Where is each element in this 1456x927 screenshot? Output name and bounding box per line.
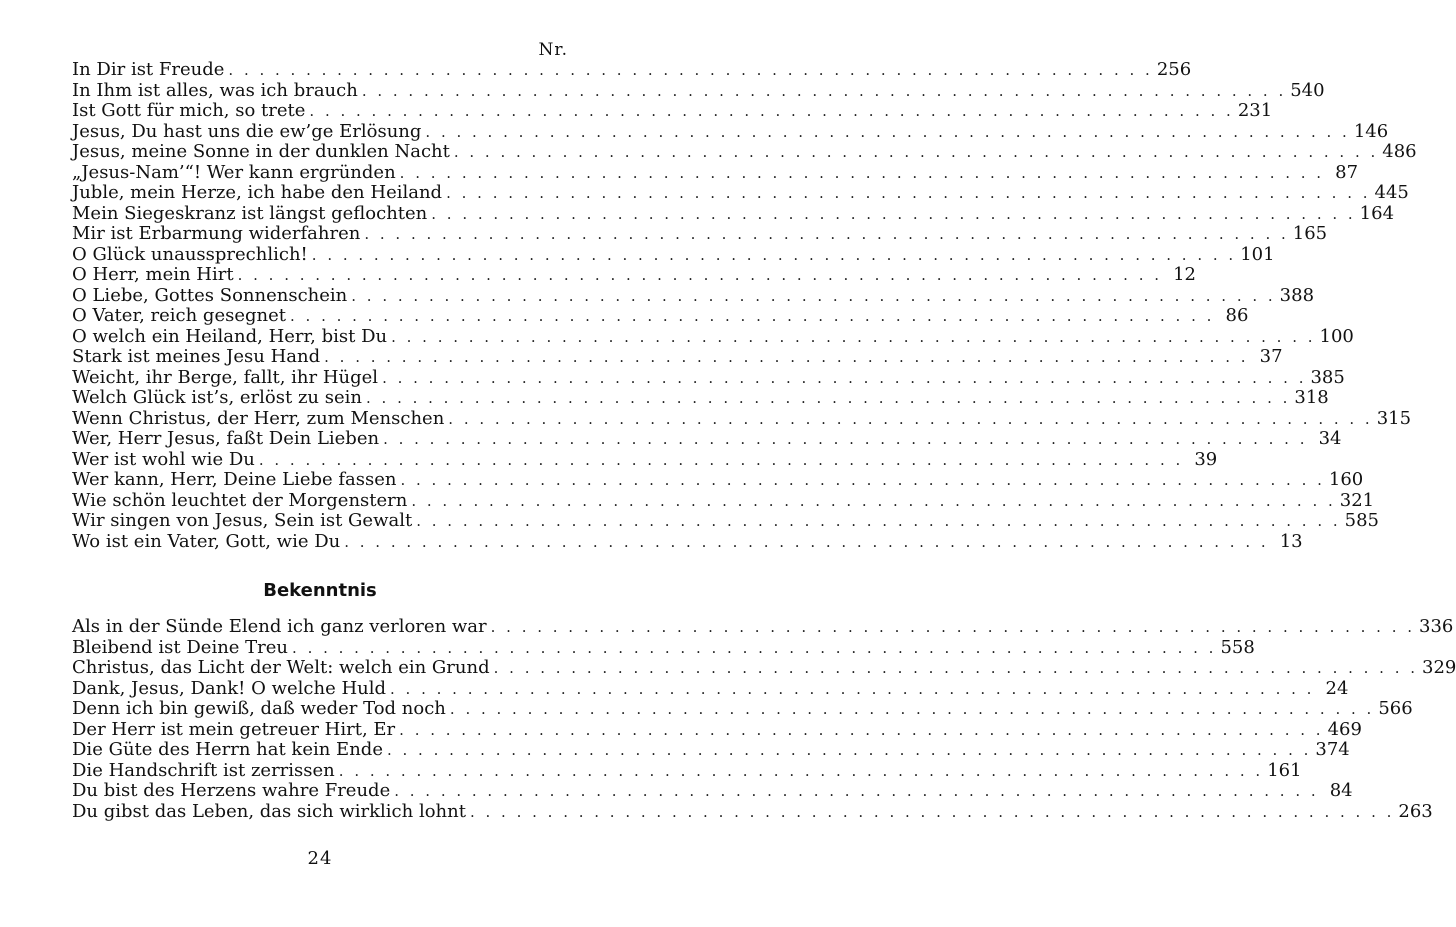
dot-leader: . . . . . . . . . . . . . . . . . . . . . . . . . . . . . . . . . . . . . . . . . . . . . . . . . . . . . . . . . . . . [431, 204, 1356, 223]
index-entry [72, 657, 1456, 679]
dot-leader: . . . . . . . . . . . . . . . . . . . . . . . . . . . . . . . . . . . . . . . . . . . . . . . . . . . . . . . . . . . . [258, 450, 1184, 469]
index-entry [72, 448, 1218, 471]
dot-leader: . . . . . . . . . . . . . . . . . . . . . . . . . . . . . . . . . . . . . . . . . . . . . . . . . . . . . . . . . . . . [292, 638, 1217, 657]
index-entry [72, 428, 1342, 450]
dot-leader: . . . . . . . . . . . . . . . . . . . . . . . . . . . . . . . . . . . . . . . . . . . . . . . . . . . . . . . . . . . . [290, 307, 1215, 325]
entry-number: 388 [1279, 284, 1315, 306]
entry-title: Dank, Jesus, Dank! O welche Huld [72, 677, 387, 699]
entry-number: 39 [1194, 448, 1218, 470]
entry-title: Wer kann, Herr, Deine Liebe fassen [72, 469, 397, 490]
entry-number: 469 [1327, 718, 1362, 740]
entry-number: 445 [1374, 182, 1409, 203]
dot-leader: . . . . . . . . . . . . . . . . . . . . . . . . . . . . . . . . . . . . . . . . . . . . . . . . . . . . . . . . . . . . [324, 348, 1249, 366]
entry-title: O Liebe, Gottes Sonnenschein [72, 284, 348, 306]
entry-title: Du bist des Herzens wahre Freude [72, 780, 391, 801]
entry-title: Stark ist meines Jesu Hand [72, 346, 321, 367]
entry-title: Denn ich bin gewiß, daß weder Tod noch [72, 698, 446, 719]
index-entry [72, 141, 1417, 163]
entry-number: 160 [1328, 469, 1364, 490]
entry-number: 12 [1173, 264, 1196, 285]
index-entry [72, 489, 1375, 512]
index-entry [72, 223, 1328, 245]
index-entry [72, 407, 1412, 430]
entry-title: Wie schön leuchtet der Morgenstern [72, 489, 408, 511]
entry-title: Wer ist wohl wie Du [72, 448, 255, 470]
entry-number: 164 [1359, 202, 1395, 224]
entry-title: Mein Siegeskranz ist längst geflochten [72, 202, 428, 224]
entry-title: Jesus, meine Sonne in der dunklen Nacht [72, 141, 450, 162]
entry-title: O Vater, reich gesegnet [72, 305, 286, 326]
entry-title: Wenn Christus, der Herr, zum Menschen [72, 407, 445, 429]
entry-number: 385 [1310, 366, 1345, 388]
entry-number: 315 [1376, 407, 1412, 429]
index-entry [72, 387, 1329, 409]
index-entry [72, 284, 1315, 307]
page-number: 24 [307, 848, 333, 869]
dot-leader: . . . . . . . . . . . . . . . . . . . . . . . . . . . . . . . . . . . . . . . . . . . . . . . . . . . . . . . . . . . . [448, 409, 1373, 428]
index-entry [72, 120, 1389, 143]
index-entry [72, 346, 1283, 368]
entry-title: In Ihm ist alles, was ich brauch [72, 79, 358, 101]
entry-title: Die Güte des Herrn hat kein Ende [72, 739, 383, 760]
entry-number: 231 [1237, 100, 1273, 121]
entry-title: Ist Gott für mich, so trete [72, 100, 306, 121]
entry-title: Mir ist Erbarmung widerfahren [72, 223, 361, 244]
entry-number: 318 [1294, 387, 1329, 408]
index-entry [72, 305, 1249, 327]
entry-number: 329 [1422, 657, 1456, 678]
index-entry [72, 510, 1379, 532]
index-entry [72, 718, 1362, 741]
dot-leader: . . . . . . . . . . . . . . . . . . . . . . . . . . . . . . . . . . . . . . . . . . . . . . . . . . . . . . . . . . . . [400, 471, 1325, 489]
entry-number: 146 [1353, 120, 1389, 142]
entry-title: Welch Glück ist’s, erlöst zu sein [72, 387, 362, 408]
dot-leader: . . . . . . . . . . . . . . . . . . . . . . . . . . . . . . . . . . . . . . . . . . . . . . . . . . . . . . . . . . . . [338, 761, 1264, 780]
entry-number: 540 [1290, 79, 1325, 101]
dot-leader: . . . . . . . . . . . . . . . . . . . . . . . . . . . . . . . . . . . . . . . . . . . . . . . . . . . . . . . . . . . . [351, 286, 1276, 305]
entry-number: 321 [1339, 489, 1375, 511]
dot-leader: . . . . . . . . . . . . . . . . . . . . . . . . . . . . . . . . . . . . . . . . . . . . . . . . . . . . . . . . . . . . [228, 61, 1153, 79]
dot-leader: . . . . . . . . . . . . . . . . . . . . . . . . . . . . . . . . . . . . . . . . . . . . . . . . . . . . . . . . . . . . [399, 163, 1325, 182]
dot-leader: . . . . . . . . . . . . . . . . . . . . . . . . . . . . . . . . . . . . . . . . . . . . . . . . . . . . . . . . . . . . [394, 782, 1319, 800]
dot-leader: . . . . . . . . . . . . . . . . . . . . . . . . . . . . . . . . . . . . . . . . . . . . . . . . . . . . . . . . . . . . [446, 184, 1371, 202]
entry-number: 13 [1279, 530, 1303, 552]
index-entry [72, 800, 1433, 823]
index-entry [72, 677, 1349, 700]
index-entry [72, 759, 1302, 782]
entry-number: 374 [1315, 739, 1350, 760]
entry-number: 87 [1335, 161, 1359, 183]
entry-title: In Dir ist Freude [72, 59, 225, 80]
dot-leader: . . . . . . . . . . . . . . . . . . . . . . . . . . . . . . . . . . . . . . . . . . . . . . . . . . . . . . . . . . . . [383, 430, 1308, 448]
entry-title: Die Handschrift ist zerrissen [72, 759, 335, 781]
index-entry [72, 243, 1275, 266]
entry-title: Du gibst das Leben, das sich wirklich lohnt [72, 800, 466, 822]
index-entry [72, 161, 1359, 184]
index-entry [72, 59, 1192, 81]
entry-number: 84 [1329, 780, 1353, 801]
entry-number: 585 [1344, 510, 1379, 531]
main-index-list [72, 59, 1417, 552]
dot-leader: . . . . . . . . . . . . . . . . . . . . . . . . . . . . . . . . . . . . . . . . . . . . . . . . . . . . . . . . . . . . [237, 266, 1162, 284]
entry-title: „Jesus-Nam’“! Wer kann ergründen [72, 161, 396, 183]
entry-number: 336 [1419, 616, 1454, 637]
entry-number: 34 [1318, 428, 1342, 449]
entry-title: Wo ist ein Vater, Gott, wie Du [72, 530, 341, 552]
dot-leader: . . . . . . . . . . . . . . . . . . . . . . . . . . . . . . . . . . . . . . . . . . . . . . . . . . . . . . . . . . . . [309, 102, 1234, 120]
entry-number: 161 [1267, 759, 1302, 781]
index-entry [72, 636, 1255, 659]
entry-title: Bleibend ist Deine Treu [72, 636, 289, 658]
entry-title: Christus, das Licht der Welt: welch ein Grund [72, 657, 490, 678]
entry-number: 486 [1382, 141, 1417, 162]
entry-title: Der Herr ist mein getreuer Hirt, Er [72, 718, 396, 740]
index-entry [72, 616, 1454, 638]
index-entry [72, 325, 1354, 348]
entry-number: 558 [1220, 636, 1255, 658]
dot-leader: . . . . . . . . . . . . . . . . . . . . . . . . . . . . . . . . . . . . . . . . . . . . . . . . . . . . . . . . . . . . [493, 659, 1419, 677]
entry-number: 165 [1292, 223, 1328, 244]
index-entry [72, 469, 1364, 491]
entry-number: 101 [1240, 243, 1275, 265]
dot-leader: . . . . . . . . . . . . . . . . . . . . . . . . . . . . . . . . . . . . . . . . . . . . . . . . . . . . . . . . . . . . [490, 618, 1416, 636]
index-entry [72, 100, 1273, 122]
entry-number: 24 [1325, 677, 1349, 699]
entry-title: Wer, Herr Jesus, faßt Dein Lieben [72, 428, 380, 449]
dot-leader: . . . . . . . . . . . . . . . . . . . . . . . . . . . . . . . . . . . . . . . . . . . . . . . . . . . . . . . . . . . . [411, 491, 1336, 510]
entry-title: O welch ein Heiland, Herr, bist Du [72, 325, 388, 347]
entry-title: Juble, mein Herze, ich habe den Heiland [72, 182, 443, 203]
dot-leader: . . . . . . . . . . . . . . . . . . . . . . . . . . . . . . . . . . . . . . . . . . . . . . . . . . . . . . . . . . . . [425, 122, 1350, 141]
index-entry [72, 264, 1196, 286]
entry-number: 263 [1398, 800, 1433, 822]
bekenntnis-index-list [72, 616, 1456, 822]
number-column-header: Nr. [538, 40, 568, 60]
dot-leader: . . . . . . . . . . . . . . . . . . . . . . . . . . . . . . . . . . . . . . . . . . . . . . . . . . . . . . . . . . . . [364, 225, 1289, 243]
dot-leader: . . . . . . . . . . . . . . . . . . . . . . . . . . . . . . . . . . . . . . . . . . . . . . . . . . . . . . . . . . . . [390, 679, 1315, 698]
section-title-bekenntnis: Bekenntnis [263, 580, 377, 601]
entry-number: 256 [1156, 59, 1192, 80]
index-entry [72, 182, 1409, 204]
dot-leader: . . . . . . . . . . . . . . . . . . . . . . . . . . . . . . . . . . . . . . . . . . . . . . . . . . . . . . . . . . . . [453, 143, 1379, 161]
dot-leader: . . . . . . . . . . . . . . . . . . . . . . . . . . . . . . . . . . . . . . . . . . . . . . . . . . . . . . . . . . . . [449, 700, 1375, 718]
entry-number: 100 [1319, 325, 1354, 347]
entry-title: Jesus, Du hast uns die ew’ge Erlösung [72, 120, 422, 142]
entry-title: O Herr, mein Hirt [72, 264, 234, 285]
entry-title: Als in der Sünde Elend ich ganz verloren war [72, 616, 487, 637]
dot-leader: . . . . . . . . . . . . . . . . . . . . . . . . . . . . . . . . . . . . . . . . . . . . . . . . . . . . . . . . . . . . [344, 532, 1269, 551]
entry-title: O Glück unaussprechlich! [72, 243, 308, 265]
index-entry [72, 739, 1350, 761]
entry-number: 566 [1378, 698, 1413, 719]
entry-title: Wir singen von Jesus, Sein ist Gewalt [72, 510, 413, 531]
index-entry [72, 79, 1325, 102]
entry-number: 37 [1259, 346, 1283, 367]
dot-leader: . . . . . . . . . . . . . . . . . . . . . . . . . . . . . . . . . . . . . . . . . . . . . . . . . . . . . . . . . . . . [311, 245, 1237, 264]
index-entry [72, 530, 1303, 553]
dot-leader: . . . . . . . . . . . . . . . . . . . . . . . . . . . . . . . . . . . . . . . . . . . . . . . . . . . . . . . . . . . . [366, 389, 1291, 407]
entry-title: Weicht, ihr Berge, fallt, ihr Hügel [72, 366, 379, 388]
dot-leader: . . . . . . . . . . . . . . . . . . . . . . . . . . . . . . . . . . . . . . . . . . . . . . . . . . . . . . . . . . . . [361, 81, 1287, 100]
entry-number: 86 [1225, 305, 1249, 326]
dot-leader: . . . . . . . . . . . . . . . . . . . . . . . . . . . . . . . . . . . . . . . . . . . . . . . . . . . . . . . . . . . . [386, 741, 1312, 759]
index-entry [72, 698, 1413, 720]
index-entry [72, 780, 1353, 802]
index-entry [72, 202, 1395, 225]
dot-leader: . . . . . . . . . . . . . . . . . . . . . . . . . . . . . . . . . . . . . . . . . . . . . . . . . . . . . . . . . . . . [416, 512, 1341, 530]
dot-leader: . . . . . . . . . . . . . . . . . . . . . . . . . . . . . . . . . . . . . . . . . . . . . . . . . . . . . . . . . . . . [469, 802, 1395, 821]
dot-leader: . . . . . . . . . . . . . . . . . . . . . . . . . . . . . . . . . . . . . . . . . . . . . . . . . . . . . . . . . . . . [382, 368, 1307, 387]
dot-leader: . . . . . . . . . . . . . . . . . . . . . . . . . . . . . . . . . . . . . . . . . . . . . . . . . . . . . . . . . . . . [391, 327, 1316, 346]
index-entry [72, 366, 1345, 389]
dot-leader: . . . . . . . . . . . . . . . . . . . . . . . . . . . . . . . . . . . . . . . . . . . . . . . . . . . . . . . . . . . . [399, 720, 1324, 739]
